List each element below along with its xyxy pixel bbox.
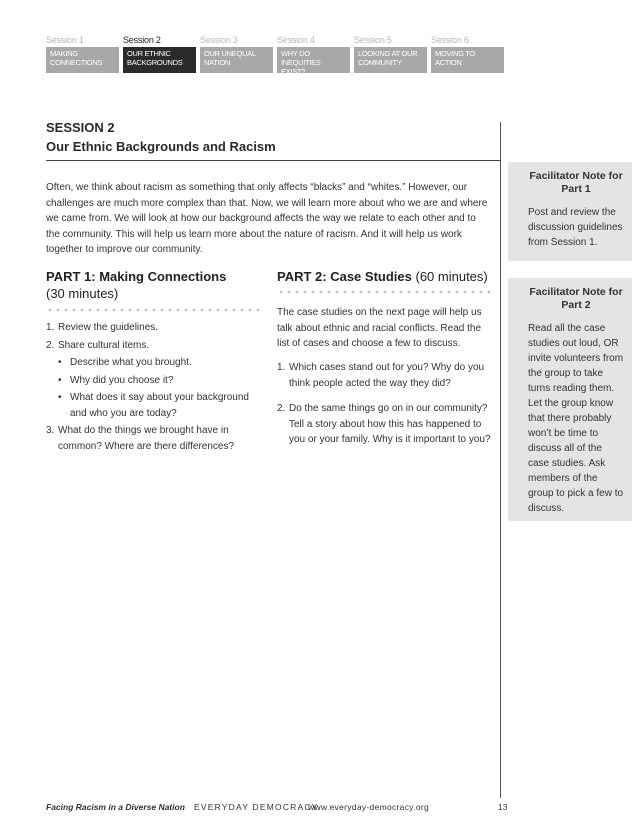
list-text: Do the same things go on in our community? Tell a story about how this has happened to you or your family. Why is it important to you? xyxy=(289,403,491,445)
nav-session-4[interactable] xyxy=(277,34,350,76)
list-number: 3. xyxy=(46,425,55,436)
session-label: SESSION 2 xyxy=(46,120,115,135)
list-number: 2. xyxy=(277,403,286,414)
bullet-item: • What does it say about your background and who you are today? xyxy=(58,390,268,421)
nav-session-1[interactable] xyxy=(46,34,119,73)
nav-session-number: Session 5 xyxy=(354,35,392,45)
nav-session-title: OUR UNEQUAL NATION xyxy=(200,47,273,73)
footer-organization: EVERYDAY DEMOCRACY xyxy=(194,802,319,812)
part2-dotted-rule xyxy=(277,290,492,294)
part1-list xyxy=(46,320,268,456)
nav-session-title: LOOKING AT OUR COMMUNITY xyxy=(354,47,427,73)
part1-duration: (30 minutes) xyxy=(46,286,119,301)
part2-heading: PART 2: Case Studies xyxy=(277,269,412,284)
list-item xyxy=(277,401,495,448)
note-title: Facilitator Note for Part 1 xyxy=(529,170,623,195)
nav-session-3[interactable] xyxy=(200,34,273,73)
list-number: 2. xyxy=(46,339,55,351)
part2-heading-block xyxy=(277,268,497,285)
list-text: Which cases stand out for you? Why do you think people acted the way they did? xyxy=(289,362,485,389)
nav-session-title: OUR ETHNIC BACKGROUNDS xyxy=(123,47,196,73)
part1-heading: PART 1: Making Connections xyxy=(46,269,227,284)
title-rule xyxy=(46,160,501,161)
list-item xyxy=(46,423,268,454)
nav-session-6[interactable] xyxy=(431,34,504,73)
facilitator-note-part1 xyxy=(508,162,632,261)
part1-heading-block xyxy=(46,268,271,302)
nav-session-number: Session 4 xyxy=(277,35,315,45)
page-number: 13 xyxy=(498,802,508,812)
list-item xyxy=(46,320,268,336)
facilitator-note-part2 xyxy=(508,278,632,521)
part1-dotted-rule xyxy=(46,308,264,312)
note-body: Post and review the discussion guidelines from Session 1. xyxy=(528,207,623,248)
nav-session-number: Session 1 xyxy=(46,35,84,45)
nav-session-number: Session 2 xyxy=(123,35,161,45)
nav-session-title: MOVING TO ACTION xyxy=(431,47,504,73)
page-title: Our Ethnic Backgrounds and Racism xyxy=(46,139,276,154)
bullet-item: • Why did you choose it? xyxy=(58,373,268,389)
intro-paragraph: Often, we think about racism as something that only affects “blacks” and “whites.” However, our challenges are much more complex than that. Now, we will learn more about who we are and where we came from. We will look at how our background affects the way we relate to each other and to the community. This will help us learn more about the nature of racism. And it will help us work together to improve our community. xyxy=(46,182,488,255)
list-number: 1. xyxy=(277,362,286,373)
nav-session-5[interactable] xyxy=(354,34,427,73)
nav-session-title: WHY DO INEQUITIES EXIST? xyxy=(277,47,350,73)
list-text: Review the guidelines. xyxy=(58,322,159,333)
part2-intro: The case studies on the next page will help us talk about ethnic and racial conflicts. Read the list of cases and choose a few to discuss. xyxy=(277,307,482,349)
footer-url[interactable]: www.everyday-democracy.org xyxy=(308,802,430,812)
part2-list xyxy=(277,360,495,450)
nav-session-number: Session 6 xyxy=(431,35,469,45)
list-number: 1. xyxy=(46,322,55,333)
session-nav xyxy=(46,34,500,74)
part2-duration: (60 minutes) xyxy=(415,269,488,284)
footer-publication: Facing Racism in a Diverse Nation xyxy=(46,802,185,812)
nav-session-title: MAKING CONNECTIONS xyxy=(46,47,119,73)
note-title: Facilitator Note for Part 2 xyxy=(529,286,623,311)
list-item xyxy=(277,360,495,391)
list-text: What do the things we brought have in common? Where are there differences? xyxy=(58,425,235,452)
list-text: Share cultural items. xyxy=(58,339,150,351)
list-item xyxy=(46,338,268,354)
note-body: Read all the case studies out loud, OR invite volunteers from the group to take turns reading them. Let the group know that there probably won’t be time to discuss all of the case studies. Ask members of the group to pick a few to discuss. xyxy=(528,323,624,514)
nav-session-number: Session 3 xyxy=(200,35,238,45)
nav-session-2[interactable] xyxy=(123,34,196,73)
bullet-item: • Describe what you brought. xyxy=(58,355,268,371)
column-divider xyxy=(500,122,501,798)
